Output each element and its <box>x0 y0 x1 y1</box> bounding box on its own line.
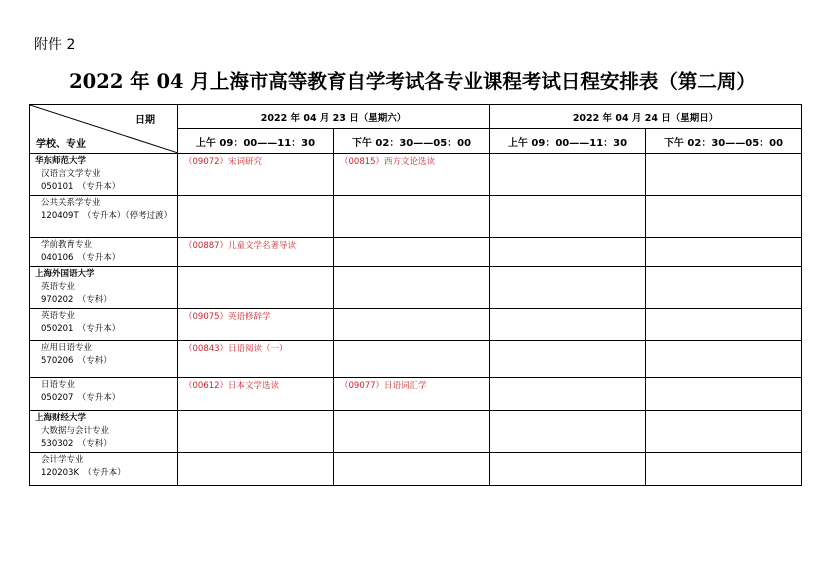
course-cell <box>334 341 490 378</box>
course-cell <box>490 196 646 238</box>
course-cell <box>490 154 646 196</box>
table-row <box>30 196 802 238</box>
course-cell <box>490 267 646 309</box>
major-code: 970202 （专科） <box>41 295 112 305</box>
table-row <box>30 267 802 309</box>
school-axis-label: 学校、专业 <box>36 139 86 150</box>
slot-header-d1-pm: 下午 02：30——05：00 <box>334 129 490 154</box>
major-cell <box>30 378 178 411</box>
major-cell <box>30 154 178 196</box>
course-cell: （00612）日本文学选读 <box>178 378 334 411</box>
major-cell <box>30 453 178 486</box>
major-code: 120409T （专升本）（停考过渡） <box>41 211 173 221</box>
course-cell <box>646 411 802 453</box>
course-cell: （00815）西方文论选读 <box>334 154 490 196</box>
major-code: 040106 （专升本） <box>41 253 121 263</box>
course-cell: （09072）宋词研究 <box>178 154 334 196</box>
course-cell <box>334 453 490 486</box>
course-cell <box>646 196 802 238</box>
course-cell <box>646 378 802 411</box>
major-cell <box>30 309 178 341</box>
major-code: 120203K （专升本） <box>41 468 126 478</box>
course-cell <box>490 309 646 341</box>
major-name: 应用日语专业 <box>41 343 93 353</box>
course-cell <box>646 154 802 196</box>
table-row <box>30 309 802 341</box>
slot-header-d2-am: 上午 09：00——11：30 <box>490 129 646 154</box>
table-row <box>30 154 802 196</box>
corner-header-cell <box>30 105 178 154</box>
course-cell <box>490 238 646 267</box>
course-cell <box>178 196 334 238</box>
major-name: 学前教育专业 <box>41 240 93 250</box>
major-cell <box>30 411 178 453</box>
page-title: 2022 年 04 月上海市高等教育自学考试各专业课程考试日程安排表（第二周） <box>69 70 756 93</box>
course-cell <box>178 411 334 453</box>
major-code: 050101 （专升本） <box>41 182 121 192</box>
course-cell <box>646 267 802 309</box>
major-name: 英语专业 <box>41 311 76 321</box>
course-cell <box>334 196 490 238</box>
major-code: 050201 （专升本） <box>41 324 121 334</box>
university-name: 华东师范大学 <box>35 156 87 166</box>
course-cell <box>334 309 490 341</box>
university-name: 上海外国语大学 <box>35 269 95 279</box>
university-name: 上海财经大学 <box>35 413 87 423</box>
course-cell <box>646 453 802 486</box>
slot-header-d2-pm: 下午 02：30——05：00 <box>646 129 802 154</box>
course-cell <box>646 309 802 341</box>
course-cell <box>334 238 490 267</box>
course-cell <box>334 411 490 453</box>
course-cell <box>490 341 646 378</box>
course-cell <box>178 267 334 309</box>
major-name: 英语专业 <box>41 282 76 292</box>
day-header-2: 2022 年 04 月 24 日（星期日） <box>490 105 802 129</box>
course-cell <box>646 341 802 378</box>
major-cell <box>30 238 178 267</box>
day-header-1: 2022 年 04 月 23 日（星期六） <box>178 105 490 129</box>
course-cell <box>490 378 646 411</box>
major-name: 公共关系学专业 <box>41 198 101 208</box>
course-cell <box>490 411 646 453</box>
major-name: 大数据与会计专业 <box>41 426 110 436</box>
major-code: 530302 （专科） <box>41 439 112 449</box>
course-cell <box>334 267 490 309</box>
date-axis-label: 日期 <box>135 115 155 126</box>
major-name: 日语专业 <box>41 380 76 390</box>
table-row <box>30 341 802 378</box>
course-cell <box>178 453 334 486</box>
table-row <box>30 453 802 486</box>
table-row <box>30 378 802 411</box>
major-cell <box>30 196 178 238</box>
course-cell: （09075）英语修辞学 <box>178 309 334 341</box>
course-cell <box>646 238 802 267</box>
table-row <box>30 238 802 267</box>
course-cell: （00843）日语阅读（一） <box>178 341 334 378</box>
course-cell: （00887）儿童文学名著导读 <box>178 238 334 267</box>
schedule-table <box>29 104 802 486</box>
major-name: 会计学专业 <box>41 455 84 465</box>
major-cell <box>30 267 178 309</box>
major-code: 050207 （专升本） <box>41 393 121 403</box>
slot-header-d1-am: 上午 09：00——11：30 <box>178 129 334 154</box>
course-cell <box>490 453 646 486</box>
attachment-label: 附件 2 <box>34 37 76 53</box>
major-cell <box>30 341 178 378</box>
major-name: 汉语言文学专业 <box>41 169 101 179</box>
major-code: 570206 （专科） <box>41 356 112 366</box>
course-cell: （09077）日语词汇学 <box>334 378 490 411</box>
table-row <box>30 411 802 453</box>
